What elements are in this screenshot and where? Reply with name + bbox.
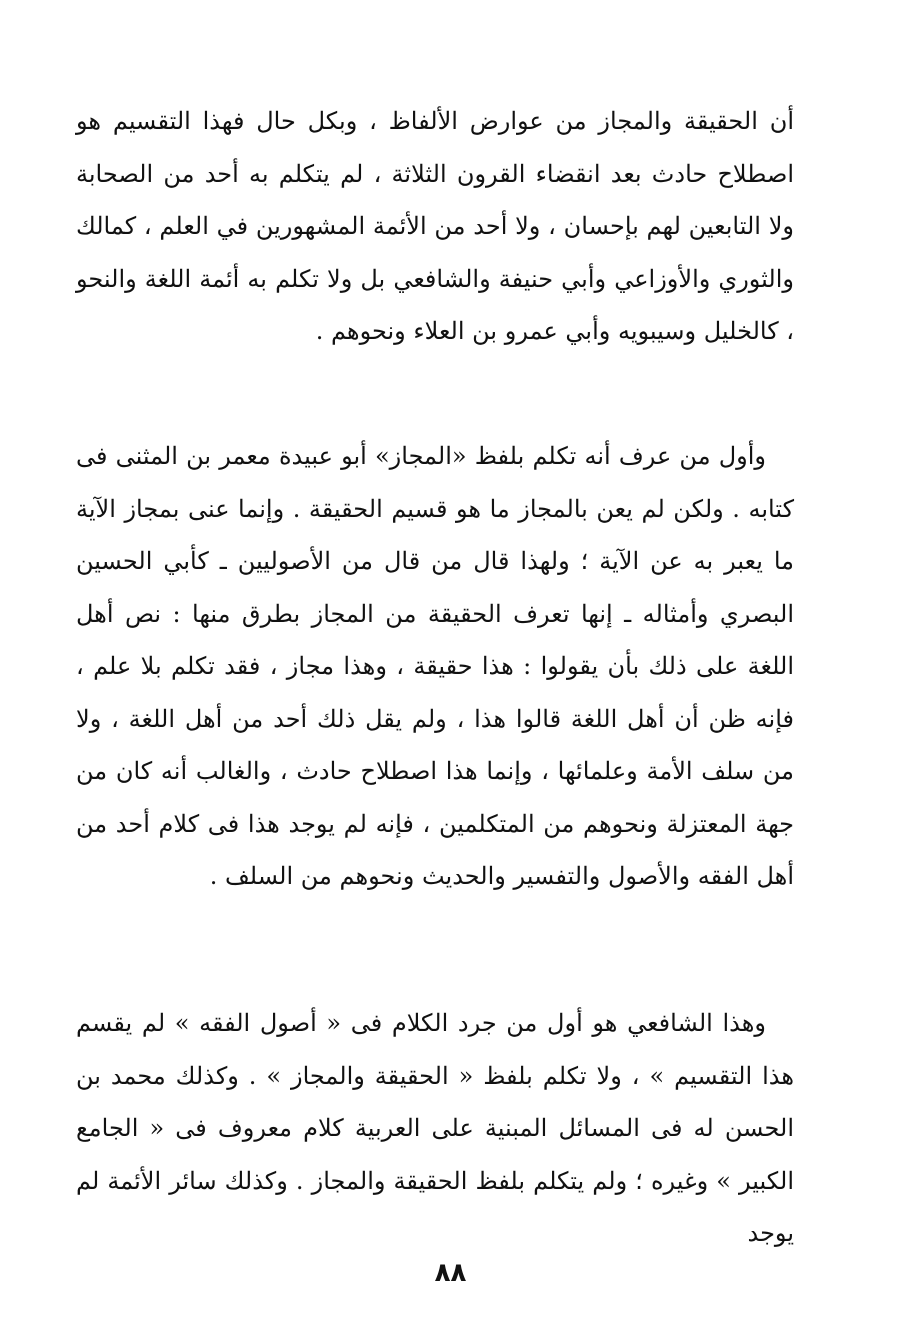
page-number: ٨٨: [434, 1258, 467, 1288]
paragraph-2: وأول من عرف أنه تكلم بلفظ «المجاز» أبو عبيدة معمر بن المثنى فى كتابه . ولكن لم يعن بالمجاز ما هو قسيم الحقيقة . وإنما عنى بمجاز الآية ما يعبر به عن الآية ؛ ولهذا قال من قال من الأصوليين ـ كأبي الحسين البصري وأمثاله ـ إنها تعرف الحقيقة من المجاز بطرق منها : نص أهل اللغة على ذلك بأن يقولوا : هذا حقيقة ، وهذا مجاز ، فقد تكلم بلا علم ، فإنه ظن أن أهل اللغة قالوا هذا ، ولم يقل ذلك أحد من أهل اللغة ، ولا من سلف الأمة وعلمائها ، وإنما هذا اصطلاح حادث ، والغالب أنه كان من جهة المعتزلة ونحوهم من المتكلمين ، فإنه لم يوجد هذا فى كلام أحد من أهل الفقه والأصول والتفسير والحديث ونحوهم من السلف .: [76, 442, 794, 890]
paragraph-1: أن الحقيقة والمجاز من عوارض الألفاظ ، وبكل حال فهذا التقسيم هو اصطلاح حادث بعد انقضاء القرون الثلاثة ، لم يتكلم به أحد من الصحابة ولا التابعين لهم بإحسان ، ولا أحد من الأئمة المشهورين في العلم ، كمالك والثوري والأوزاعي وأبي حنيفة والشافعي بل ولا تكلم به أئمة اللغة والنحو ، كالخليل وسيبويه وأبي عمرو بن العلاء ونحوهم .: [76, 107, 794, 345]
paragraph-3: وهذا الشافعي هو أول من جرد الكلام فى « أصول الفقه » لم يقسم هذا التقسيم » ، ولا تكلم بلفظ « الحقيقة والمجاز » . وكذلك محمد بن الحسن له فى المسائل المبنية على العربية كلام معروف فى « الجامع الكبير » وغيره ؛ ولم يتكلم بلفظ الحقيقة والمجاز . وكذلك سائر الأئمة لم يوجد: [76, 1009, 794, 1247]
